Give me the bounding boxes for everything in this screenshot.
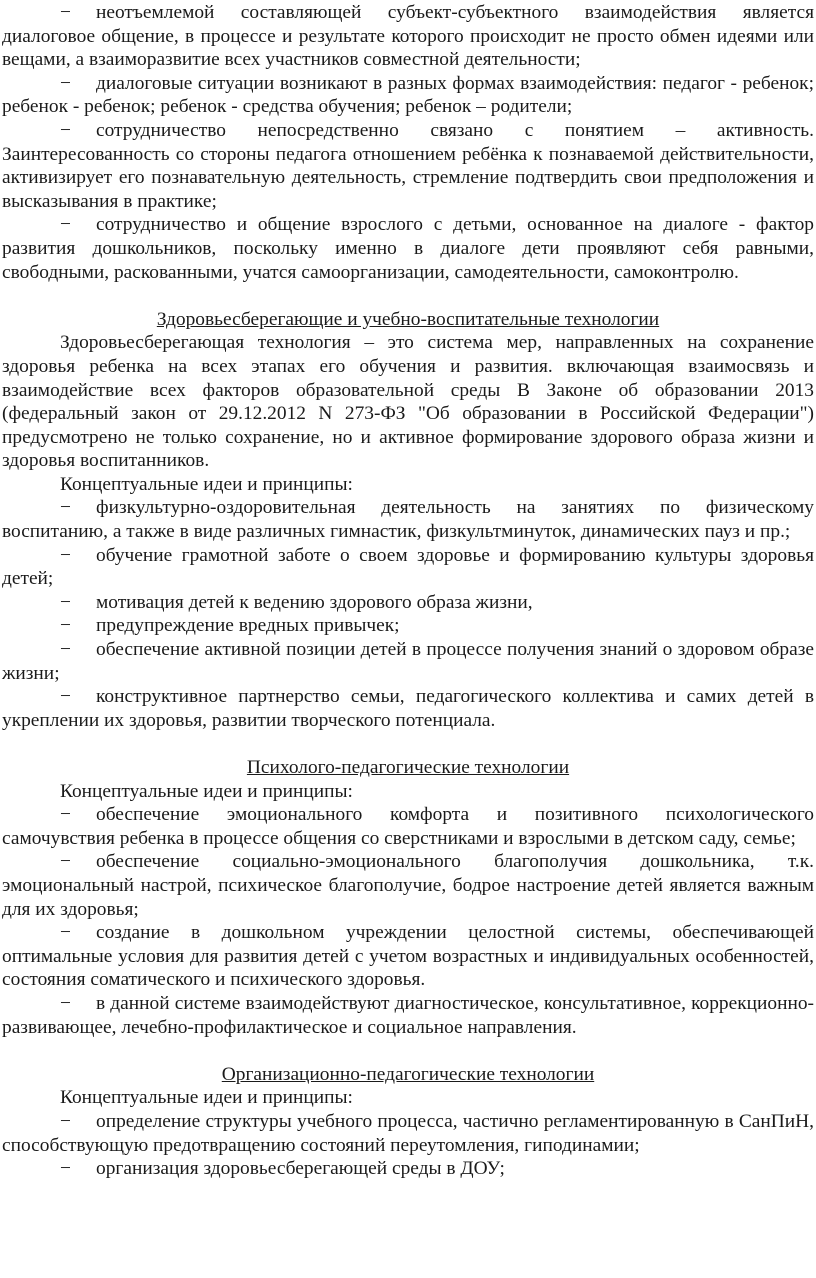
list-item-text: сотрудничество непосредственно связано с понятием – активность. Заинтересованность со стороны педагога отношением ребёнка к познаваемой действительности, активизирует его познавательную деятельность, стремление подтвердить свои предположения и высказывания в практике; bbox=[2, 119, 814, 212]
list-item bbox=[2, 638, 814, 685]
bullet-dash: − bbox=[60, 591, 71, 613]
section-psychological bbox=[2, 756, 814, 1039]
bullet-dash: − bbox=[60, 992, 71, 1014]
list-item-text: в данной системе взаимодействуют диагностическое, консультативное, коррекционно-развивающее, лечебно-профилактическое и социальное направления. bbox=[2, 992, 814, 1038]
list-item-text: обеспечение активной позиции детей в процессе получения знаний о здоровом образе жизни; bbox=[2, 639, 814, 684]
paragraph: Здоровьесберегающая технология – это система мер, направленных на сохранение здоровья ребенка на всех этапах его обучения и развития. включающая взаимосвязь и взаимодействие всех факторов образовательной среды В Законе об образовании 2013 (федеральный закон от 29.12.2012 N 273-ФЗ "Об образовании в Российской Федерации") предусмотрено не только сохранение, но и активное формирование здорового образа жизни и здоровья воспитанников. bbox=[2, 332, 814, 472]
list-item bbox=[2, 119, 814, 213]
list-item bbox=[2, 921, 814, 992]
bullet-dash: − bbox=[60, 544, 71, 566]
bullet-dash: − bbox=[60, 2, 71, 23]
section-heading: Здоровьесберегающие и учебно-воспитательные технологии bbox=[156, 308, 660, 330]
list-item bbox=[2, 1, 814, 72]
list-item bbox=[2, 992, 814, 1039]
list-item bbox=[2, 544, 814, 591]
list-item bbox=[2, 1110, 814, 1157]
list-item-text: неотъемлемой составляющей субъект-субъектного взаимодействия является диалоговое общение, в процессе и результате которого происходит не просто обмен идеями или вещами, а взаиморазвитие всех участников совместной деятельности; bbox=[2, 2, 814, 71]
bullet-dash: − bbox=[60, 615, 71, 637]
list-item bbox=[2, 213, 814, 284]
list-item-text: мотивация детей к ведению здорового образа жизни, bbox=[96, 591, 533, 613]
bullet-dash: − bbox=[60, 119, 71, 141]
bullet-dash: − bbox=[60, 804, 71, 826]
bullet-dash: − bbox=[60, 851, 71, 873]
list-item-text: сотрудничество и общение взрослого с детьми, основанное на диалоге - фактор развития дошкольников, поскольку именно в диалоге дети проявляют себя равными, свободными, раскованными, учатся самоорганизации, самодеятельности, самоконтролю. bbox=[2, 214, 814, 283]
list-item-text: конструктивное партнерство семьи, педагогического коллектива и самих детей в укреплении их здоровья, развитии творческого потенциала. bbox=[2, 686, 814, 731]
section-dialog-interaction bbox=[2, 1, 814, 284]
bullet-dash: − bbox=[60, 497, 71, 519]
list-item bbox=[2, 850, 814, 921]
section-organizational bbox=[2, 1063, 814, 1181]
list-item bbox=[2, 591, 814, 615]
list-item-text: организация здоровьесберегающей среды в ДОУ; bbox=[96, 1158, 505, 1180]
list-item-text: предупреждение вредных привычек; bbox=[96, 615, 400, 637]
bullet-dash: − bbox=[60, 1110, 71, 1132]
list-item-text: обучение грамотной заботе о своем здоровье и формированию культуры здоровья детей; bbox=[2, 544, 814, 590]
list-item bbox=[2, 72, 814, 119]
section-health-saving bbox=[2, 308, 814, 733]
bullet-dash: − bbox=[60, 639, 71, 661]
bullet-dash: − bbox=[60, 72, 71, 94]
list-item bbox=[2, 803, 814, 850]
list-item-text: обеспечение эмоционального комфорта и позитивного психологического самочувствия ребенка в процессе общения со сверстниками и взрослыми в детском саду, семье; bbox=[2, 804, 814, 849]
list-item-text: определение структуры учебного процесса, частично регламентированную в СанПиН, способствующую предотвращению состояний переутомления, гиподинамии; bbox=[2, 1110, 814, 1156]
list-item-text: диалоговые ситуации возникают в разных формах взаимодействия: педагог - ребенок; ребенок - ребенок; ребенок - средства обучения; ребенок – родители; bbox=[2, 72, 814, 118]
bullet-dash: − bbox=[60, 686, 71, 708]
list-item bbox=[2, 496, 814, 543]
list-item bbox=[2, 1157, 814, 1181]
list-item-text: создание в дошкольном учреждении целостной системы, обеспечивающей оптимальные условия для развития детей с учетом возрастных и индивидуальных особенностей, состояния соматического и психического здоровья. bbox=[2, 922, 814, 991]
subheading: Концептуальные идеи и принципы: bbox=[60, 473, 353, 495]
list-item bbox=[2, 685, 814, 732]
subheading: Концептуальные идеи и принципы: bbox=[60, 780, 353, 802]
list-item-text: физкультурно-оздоровительная деятельность на занятиях по физическому воспитанию, а также в виде различных гимнастик, физкультминуток, динамических пауз и пр.; bbox=[2, 497, 814, 543]
bullet-dash: − bbox=[60, 214, 71, 236]
section-heading: Психолого-педагогические технологии bbox=[246, 757, 570, 778]
bullet-dash: − bbox=[60, 922, 71, 944]
list-item bbox=[2, 614, 814, 638]
list-item-text: обеспечение социально-эмоционального благополучия дошкольника, т.к. эмоциональный настрой, психическое благополучие, бодрое настроение детей является важным для их здоровья; bbox=[2, 851, 814, 920]
bullet-dash: − bbox=[60, 1158, 71, 1180]
subheading: Концептуальные идеи и принципы: bbox=[60, 1087, 353, 1109]
section-heading: Организационно-педагогические технологии bbox=[221, 1063, 595, 1085]
